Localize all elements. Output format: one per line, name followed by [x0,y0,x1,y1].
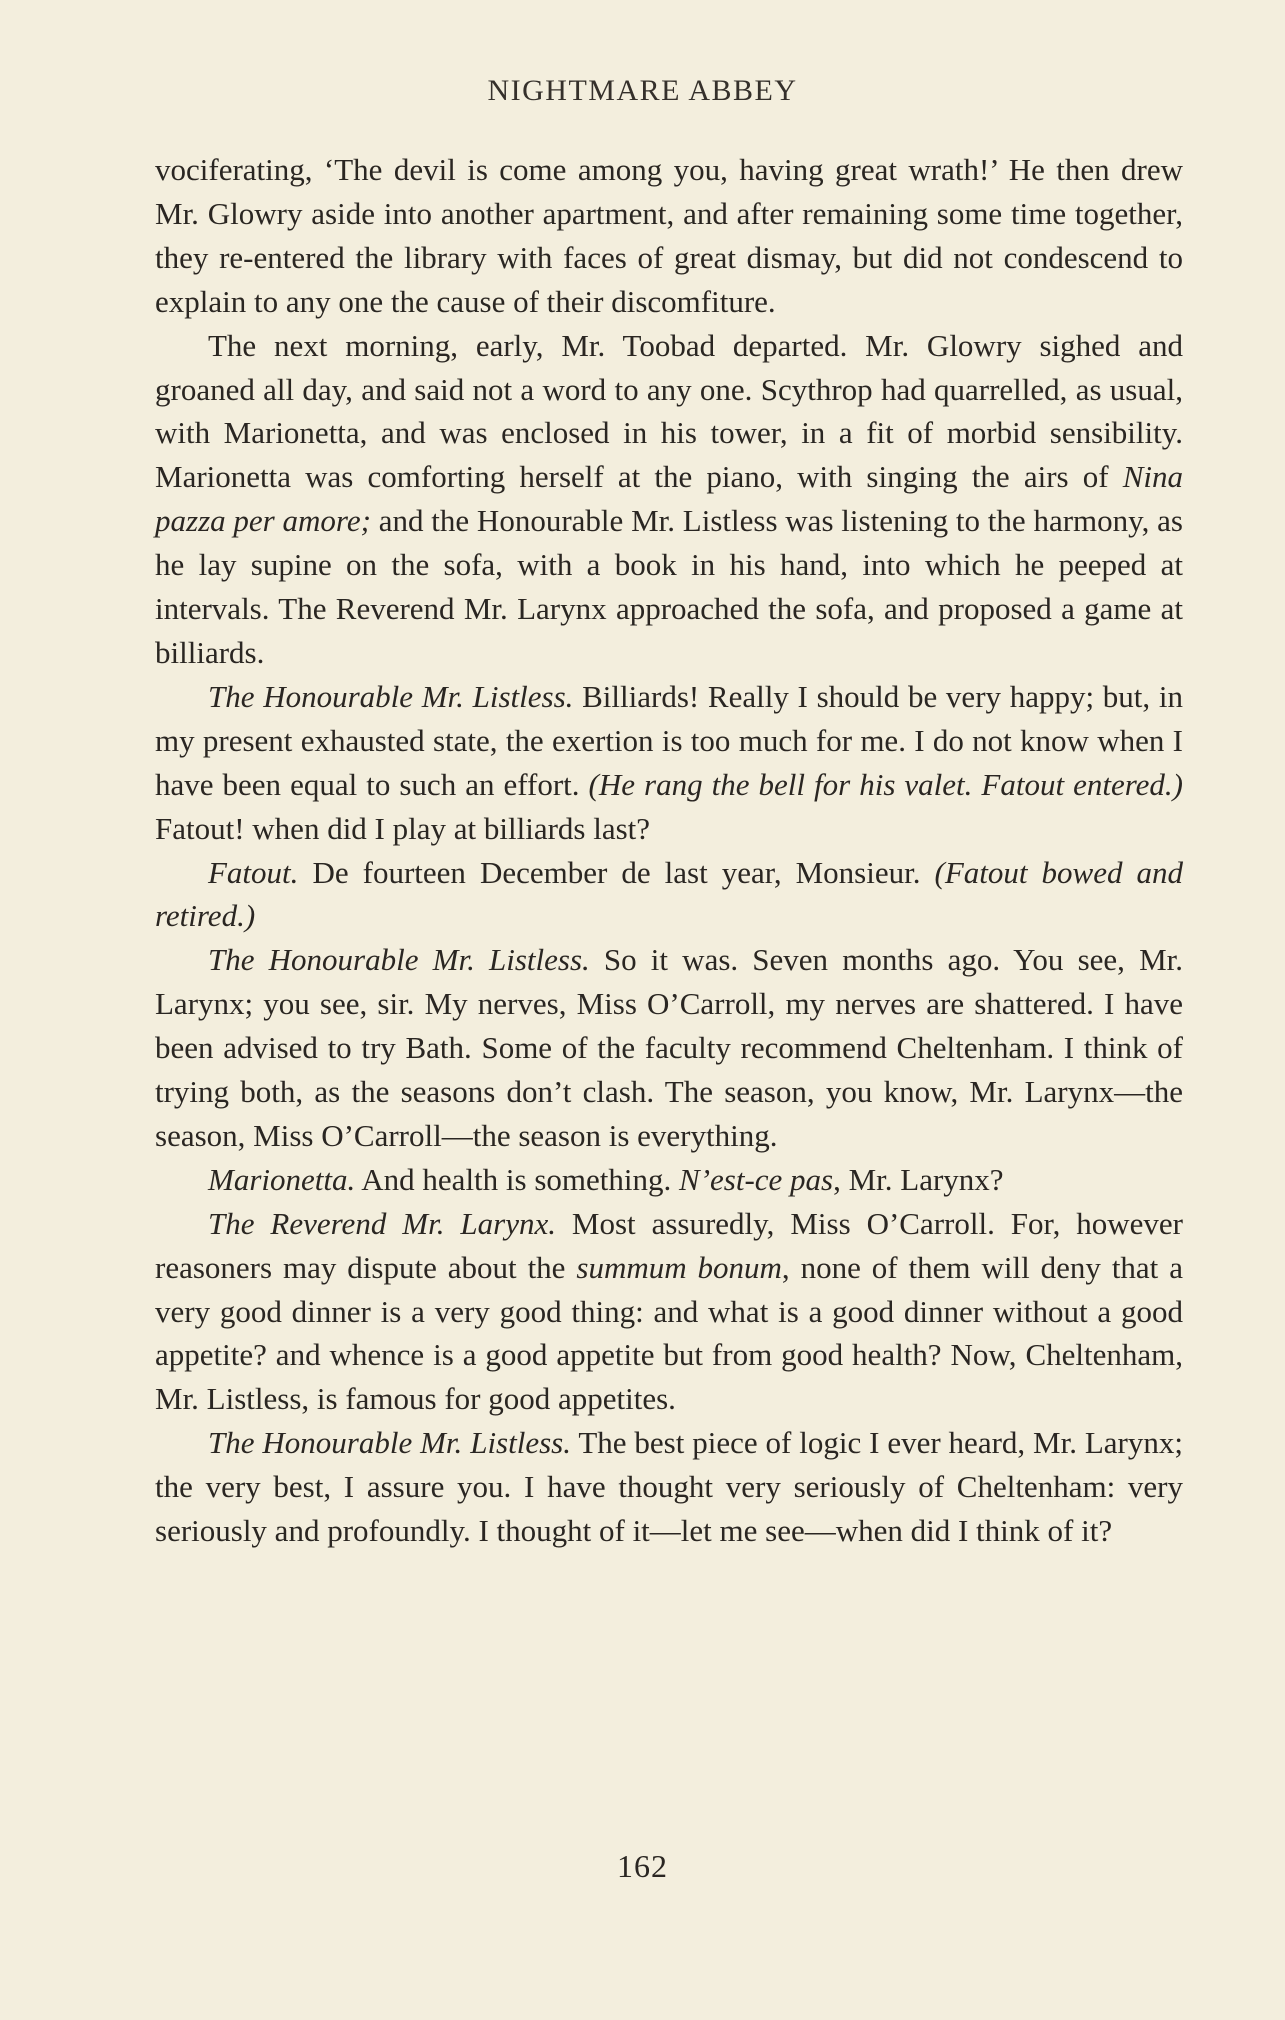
paragraph-text: The next morning, early, Mr. Toobad departed. Mr. Glowry sighed and groaned all day, and said not a word to any one. Scythrop had quarrelled, as usual, with Marionetta, and was enclosed in his tower, in a fit of morbid sensibility. Marionetta was comforting herself at the piano, with singing the airs of [155,327,1183,495]
page-body [155,148,1183,1553]
running-header: NIGHTMARE ABBEY [487,74,798,107]
speaker-name: Marionetta. [208,1161,356,1197]
dialogue-text: Most assuredly, Miss O’Carroll. For, however reasoners may dispute about the [155,1205,1183,1285]
dialogue-larynx [155,1202,1183,1422]
song-title: Nina pazza per amore; [155,459,1183,539]
speaker-name: The Honourable Mr. Listless. [208,678,574,714]
stage-direction: (Fatout bowed and retired.) [155,854,1184,934]
paragraph-narrative [155,324,1183,675]
dialogue-text: , none of them will deny that a very good dinner is a very good thing: and what is a good dinner without a good appetite? and whence is a good appetite but from good health? Now, Cheltenham, Mr. Listless, is famous for good appetites. [155,1249,1183,1417]
speaker-name: The Reverend Mr. Larynx. [208,1205,556,1241]
foreign-phrase: N’est-ce pas [679,1161,834,1197]
dialogue-text: , Mr. Larynx? [833,1161,1004,1197]
paragraph-continued [155,148,1183,324]
dialogue-text: De fourteen December de last year, Monsieur. [298,854,935,890]
dialogue-fatout [155,851,1183,939]
speaker-name: The Honourable Mr. Listless. [208,1425,571,1461]
paragraph-text: vociferating, ‘The devil is come among you, having great wrath!’ He then drew Mr. Glowry aside into another apartment, and after remaining some time together, they re-entered the library with faces of great dismay, but did not condescend to explain to any one the cause of their discomfiture. [155,152,1183,319]
paragraph-text: and the Honourable Mr. Listless was listening to the harmony, as he lay supine on the sofa, with a book in his hand, into which he peeped at intervals. The Reverend Mr. Larynx approached the sofa, and proposed a game at billiards. [155,503,1183,670]
stage-direction: (He rang the bell for his valet. Fatout entered.) [588,766,1183,802]
dialogue-text: Fatout! when did I play at billiards last? [155,810,651,846]
speaker-name: The Honourable Mr. Listless. [208,942,590,978]
dialogue-text: Billiards! Really I should be very happy; but, in my present exhausted state, the exertion is too much for me. I do not know when I have been equal to such an effort. [155,678,1183,802]
dialogue-marionetta [155,1158,1183,1202]
speaker-name: Fatout. [208,854,299,890]
dialogue-listless-2 [155,938,1183,1158]
dialogue-text: The best piece of logic I ever heard, Mr. Larynx; the very best, I assure you. I have thought very seriously of Cheltenham: very seriously and profoundly. I thought of it—let me see—when did I think of it? [155,1425,1183,1549]
page-number: 162 [617,1848,668,1884]
latin-phrase: summum bonum [576,1249,782,1285]
dialogue-text: So it was. Seven months ago. You see, Mr. Larynx; you see, sir. My nerves, Miss O’Carroll, my nerves are shattered. I have been advised to try Bath. Some of the faculty recommend Cheltenham. I think of trying both, as the seasons don’t clash. The season, you know, Mr. Larynx—the season, Miss O’Carroll—the season is everything. [155,942,1183,1153]
dialogue-listless-3 [155,1421,1183,1553]
dialogue-listless-1 [155,675,1183,851]
dialogue-text: And health is something. [355,1161,680,1197]
